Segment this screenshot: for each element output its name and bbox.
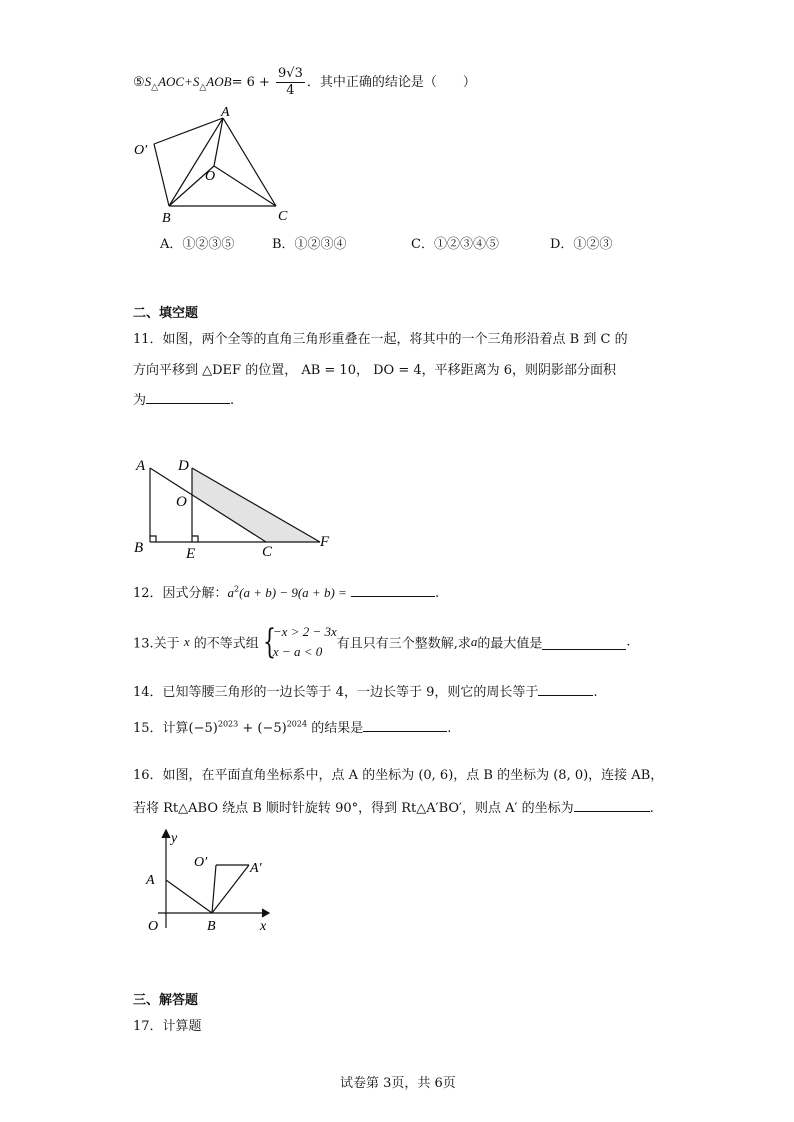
label-c: C: [262, 544, 273, 560]
seg-a1-b: [212, 865, 249, 913]
seg-b-o1: [212, 865, 216, 913]
right-angle-b: [150, 536, 156, 542]
q12-answer-blank[interactable]: [351, 582, 435, 597]
q16-answer-blank[interactable]: [574, 797, 650, 812]
q13-answer-blank[interactable]: [542, 635, 626, 650]
label-f: F: [320, 534, 330, 550]
q10-option-d[interactable]: D．①②③: [550, 237, 613, 252]
right-angle-e: [192, 536, 198, 542]
seg-a-c: [223, 118, 276, 206]
seg-ab: [166, 880, 212, 913]
q10-option-c[interactable]: C．①②③④⑤: [411, 237, 499, 252]
page-footer: 试卷第 3页，共 6页: [340, 1076, 456, 1091]
y-axis-arrow: [162, 830, 170, 838]
label-o: O: [205, 169, 216, 184]
label-y: y: [171, 831, 178, 846]
label-o-prime: O′: [134, 143, 148, 158]
q16-figure: [140, 826, 280, 936]
label-b: B: [162, 211, 171, 226]
q10-figure: [130, 104, 300, 229]
label-a: A: [136, 458, 146, 474]
fraction-9root3-over-4: $\frac{9√3}{4}$: [278, 66, 303, 98]
q11-figure: [130, 452, 340, 560]
q13: 13.关于 x 的不等式组 { −x > 2 − 3x x − a < 0 有且只有三个整数解,求a的最大值是 .: [133, 622, 631, 662]
label-o-prime: O′: [194, 855, 208, 870]
q17: 17．计算题: [133, 1019, 202, 1034]
q16-line2: 若将 Rt△ABO 绕点 B 顺时针旋转 90°，得到 Rt△A′BO′，则点 A′ 的坐标为 .: [133, 797, 654, 816]
q11-answer-blank[interactable]: [146, 389, 230, 404]
q14: 14．已知等腰三角形的一边长等于 4，一边长等于 9，则它的周长等于 .: [133, 681, 598, 700]
seg-o-c: [214, 166, 276, 206]
x-axis-arrow: [262, 909, 269, 917]
inequality-system: { −x > 2 − 3x x − a < 0: [262, 622, 337, 662]
q11-line3: 为 .: [133, 389, 234, 408]
label-e: E: [186, 546, 196, 560]
q10-option-b[interactable]: B．①②③④: [272, 237, 347, 252]
label-o: O: [176, 494, 187, 510]
label-x: x: [260, 919, 267, 934]
section-2-title: 二、填空题: [133, 306, 199, 321]
label-b: B: [134, 540, 144, 556]
section-3-title: 三、解答题: [133, 993, 199, 1008]
q15-answer-blank[interactable]: [363, 717, 447, 732]
label-o: O: [148, 919, 159, 934]
label-a: A: [146, 873, 155, 888]
label-d: D: [178, 458, 189, 474]
q11-line2: 方向平移到 △DEF 的位置， AB = 10， DO = 4，平移距离为 6，则阴影部分面积: [133, 363, 617, 378]
q10-option-a[interactable]: A．①②③⑤: [160, 237, 235, 252]
q15: 15．计算$(-5)^{2023} + (-5)^{2024}$ 的结果是 .: [133, 717, 451, 736]
q14-answer-blank[interactable]: [538, 681, 593, 696]
seg-o1-b: [154, 144, 169, 206]
q16-line1: 16．如图，在平面直角坐标系中，点 A 的坐标为 (0, 6)，点 B 的坐标为 (8, 0)，连接 AB，: [133, 768, 664, 783]
label-a-prime: A′: [250, 861, 262, 876]
label-a: A: [221, 105, 230, 120]
seg-o1-a: [154, 118, 223, 144]
q10-conclusion-5: $⑤S_\triangle AOC+S_\triangle AOB= 6$ + $\frac{9√3}{4}$ ．其中正确的结论是（ ）: [133, 66, 476, 98]
q11-line1: 11．如图，两个全等的直角三角形重叠在一起，将其中的一个三角形沿着点 B 到 C 的: [133, 332, 628, 347]
label-c: C: [278, 209, 288, 224]
q12: 12．因式分解：$a^2(a + b) - 9(a + b)$ = .: [133, 582, 439, 601]
label-b: B: [207, 919, 216, 934]
